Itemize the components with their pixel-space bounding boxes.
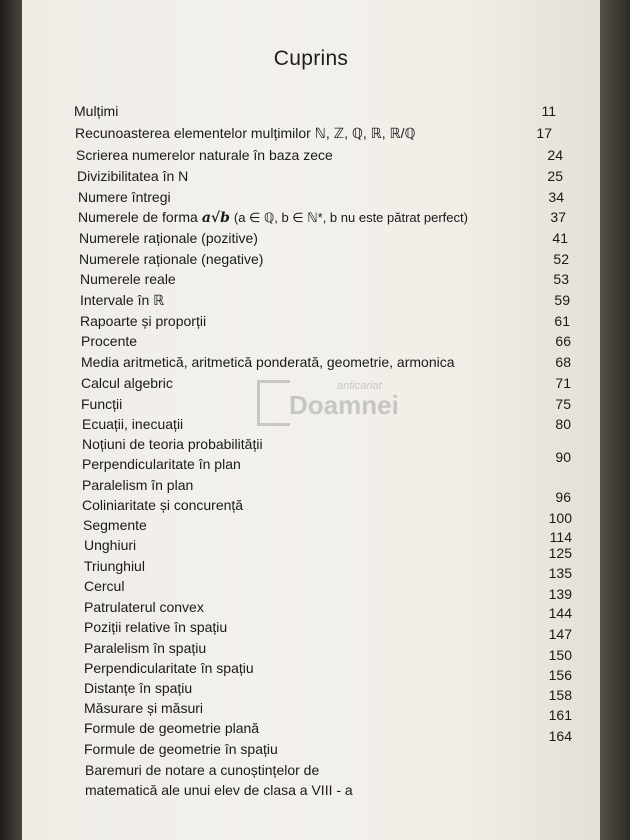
toc-entry-text: Numerele raționale (negative) xyxy=(79,251,264,267)
toc-entry-label xyxy=(84,680,192,697)
toc-entry-text: Cercul xyxy=(84,578,125,594)
toc-entry-page-number: 59 xyxy=(554,292,570,308)
toc-entry-page-number: 52 xyxy=(553,251,569,267)
toc-entry-text: Baremuri de notare a cunoștințelor de xyxy=(85,762,320,778)
toc-entry-text: Patrulaterul convex xyxy=(84,599,204,615)
toc-entry-text: Media aritmetică, aritmetică ponderată, geometrie, armonica xyxy=(81,354,455,370)
toc-entry-text: Intervale în ℝ xyxy=(80,292,165,308)
table-of-contents xyxy=(22,0,600,840)
toc-entry-page-number: 24 xyxy=(547,147,563,163)
toc-entry-condition: (a ∈ ℚ, b ∈ ℕ*, b nu este pătrat perfect) xyxy=(233,210,468,225)
toc-entry-text: Rapoarte și proporții xyxy=(80,313,207,329)
page-title: Cuprins xyxy=(273,47,349,70)
toc-entry-label xyxy=(81,375,173,392)
toc-entry-label xyxy=(84,578,124,595)
toc-entry-label xyxy=(80,292,164,309)
toc-entry-text: Divizibilitatea în N xyxy=(77,168,189,184)
toc-entry-page-number: 135 xyxy=(548,565,572,581)
watermark-big-text: Doamnei xyxy=(289,390,399,420)
toc-entry-page-number: 150 xyxy=(548,647,572,663)
toc-entry-page-number: 75 xyxy=(555,396,571,412)
toc-entry-page-number: 68 xyxy=(555,354,571,370)
toc-entry-text: Numerele reale xyxy=(80,271,176,287)
book-gutter-shadow xyxy=(0,0,22,840)
toc-entry-text: Perpendicularitate în spațiu xyxy=(84,660,254,676)
toc-entry-label xyxy=(85,762,319,779)
toc-entry-label xyxy=(82,456,241,473)
toc-entry-label xyxy=(81,333,137,350)
toc-entry-page-number: 17 xyxy=(536,125,552,141)
toc-entry-label xyxy=(83,517,147,534)
toc-entry-text: Poziții relative în spațiu xyxy=(84,619,228,635)
toc-entry-page-number: 34 xyxy=(548,189,564,205)
toc-entry-text: Mulțimi xyxy=(74,103,119,119)
toc-entry-label xyxy=(82,477,193,494)
toc-entry-text: Formule de geometrie în spațiu xyxy=(84,741,278,757)
toc-entry-label xyxy=(84,537,136,554)
toc-entry-text: Calcul algebric xyxy=(81,375,173,391)
toc-entry-page-number: 53 xyxy=(553,271,569,287)
toc-entry-label xyxy=(84,558,145,575)
toc-entry-label xyxy=(78,209,468,227)
book-edge-shadow xyxy=(600,0,630,840)
toc-entry-label xyxy=(82,416,183,433)
toc-entry-text: Segmente xyxy=(83,517,147,533)
toc-entry-page-number: 147 xyxy=(548,626,572,642)
toc-entry-page-number: 125 xyxy=(548,545,572,561)
toc-entry-text: Formule de geometrie plană xyxy=(84,720,260,736)
toc-entry-text: Procente xyxy=(81,333,138,349)
toc-entry-label xyxy=(77,168,188,185)
toc-entry-page-number: 156 xyxy=(548,667,572,683)
toc-entry-label xyxy=(79,230,258,247)
toc-entry-page-number: 90 xyxy=(555,449,571,465)
toc-entry-text: Distanțe în spațiu xyxy=(84,680,193,696)
toc-entry-text: Coliniaritate și concurență xyxy=(82,497,244,513)
toc-entry-label xyxy=(82,497,243,514)
toc-entry-page-number: 41 xyxy=(552,230,568,246)
toc-entry-label xyxy=(80,271,176,288)
toc-entry-label xyxy=(84,640,206,657)
toc-entry-text: Unghiuri xyxy=(84,537,137,553)
toc-entry-label xyxy=(76,147,333,164)
toc-entry-text: Scrierea numerelor naturale în baza zece xyxy=(76,147,333,163)
toc-entry-text: Triunghiul xyxy=(84,558,145,574)
toc-entry-text: Ecuații, inecuații xyxy=(82,416,184,432)
toc-entry-label xyxy=(80,313,206,330)
toc-entry-label xyxy=(85,782,353,799)
toc-entry-page-number: 61 xyxy=(554,313,570,329)
toc-entry-page-number: 114 xyxy=(549,529,572,545)
toc-entry-page-number: 144 xyxy=(548,605,572,621)
toc-entry-page-number: 158 xyxy=(548,687,572,703)
toc-entry-text: Recunoasterea elementelor mulțimilor ℕ, ℤ, ℚ, ℝ, ℝ/ℚ xyxy=(75,125,416,141)
toc-entry-label xyxy=(84,700,203,717)
toc-entry-label xyxy=(84,660,254,677)
toc-entry-text: matematică ale unui elev de clasa a VIII - a xyxy=(85,782,353,798)
toc-entry-page-number: 96 xyxy=(555,489,571,505)
toc-entry-page-number: 71 xyxy=(555,375,571,391)
toc-entry-text: Funcții xyxy=(81,396,123,412)
toc-entry-page-number: 37 xyxy=(550,209,566,225)
toc-entry-page-number: 66 xyxy=(555,333,571,349)
toc-entry-page-number: 161 xyxy=(548,707,572,723)
toc-entry-label xyxy=(84,599,204,616)
book-page xyxy=(22,0,600,840)
toc-entry-page-number: 164 xyxy=(548,728,572,744)
toc-entry-page-number: 25 xyxy=(547,168,563,184)
watermark-small-text: anticariat xyxy=(337,380,382,392)
toc-entry-label xyxy=(84,720,259,737)
toc-entry-page-number: 11 xyxy=(541,103,556,119)
toc-entry-label xyxy=(81,396,122,413)
toc-entry-label xyxy=(82,436,263,453)
toc-entry-text: Numere întregi xyxy=(78,189,171,205)
toc-entry-text: Paralelism în plan xyxy=(82,477,194,493)
toc-entry-text: Paralelism în spațiu xyxy=(84,640,207,656)
toc-entry-text: Numerele raționale (pozitive) xyxy=(79,230,258,246)
toc-entry-label xyxy=(79,251,263,268)
toc-entry-page-number: 100 xyxy=(548,510,572,526)
toc-entry-text: Perpendicularitate în plan xyxy=(82,456,241,472)
toc-entry-page-number: 139 xyxy=(548,586,572,602)
toc-entry-formula: a√b xyxy=(201,210,230,226)
toc-entry-label xyxy=(78,189,171,206)
toc-entry-label xyxy=(75,125,416,142)
toc-entry-text: Noțiuni de teoria probabilității xyxy=(82,436,263,452)
toc-entry-label xyxy=(81,354,455,371)
toc-entry-text: Numerele de forma xyxy=(78,209,198,225)
toc-entry-label xyxy=(84,741,278,758)
toc-entry-label xyxy=(74,103,118,120)
toc-entry-label xyxy=(84,619,227,636)
toc-entry-text: Măsurare și măsuri xyxy=(84,700,204,716)
toc-entry-page-number: 80 xyxy=(555,416,571,432)
